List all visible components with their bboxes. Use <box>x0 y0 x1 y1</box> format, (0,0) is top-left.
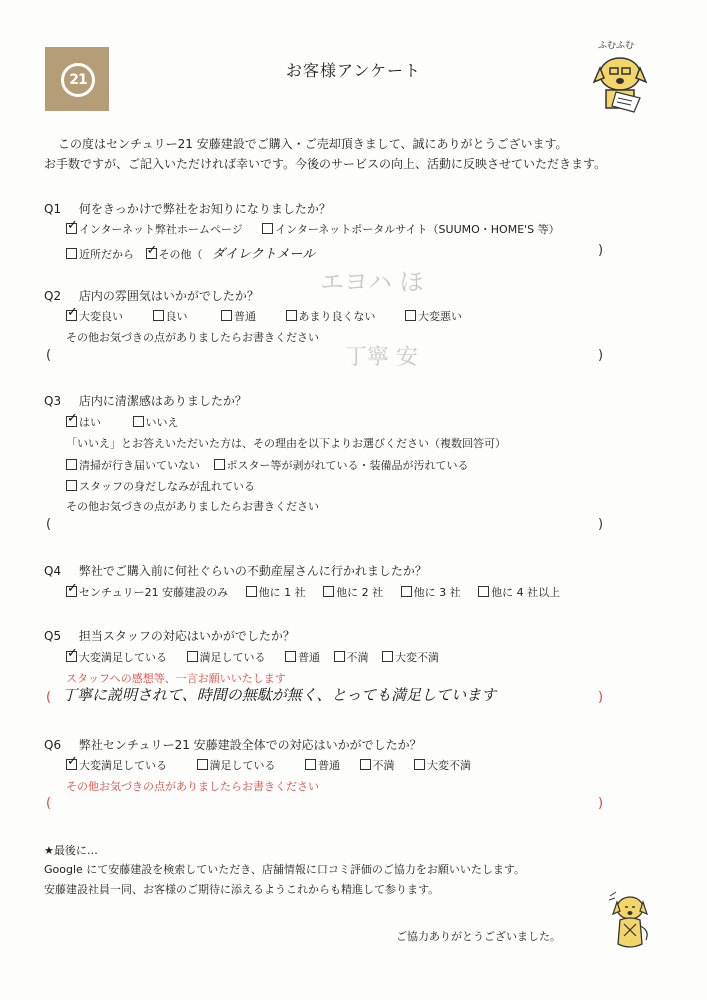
q3-reasons-row-1 <box>66 457 483 473</box>
q3-other-prompt: その他お気づきの点がありましたらお書きください <box>66 500 319 513</box>
checkbox[interactable] <box>221 310 232 321</box>
q4-option-only-us[interactable]: ✓ センチュリー21 安藤建設のみ <box>67 581 229 599</box>
q5-comment-prompt: スタッフへの感想等、一言お願いいたします <box>66 672 286 685</box>
q6-option-satisfied[interactable]: 満足している <box>197 757 276 773</box>
checkbox[interactable] <box>66 248 77 259</box>
checkmark-icon: ✓ <box>67 754 78 769</box>
checkmark-icon: ✓ <box>67 581 78 596</box>
checkbox[interactable] <box>323 586 334 597</box>
checkmark-icon: ✓ <box>146 243 158 258</box>
checkbox[interactable] <box>478 586 489 597</box>
q2-option-very-good[interactable]: ✓ 大変良い <box>67 305 123 323</box>
q1-option-website[interactable]: ✓ インターネット弊社ホームページ <box>67 218 243 236</box>
checkbox[interactable] <box>286 310 297 321</box>
checkbox[interactable] <box>66 581 78 597</box>
checkbox[interactable] <box>66 411 78 427</box>
q2-other-prompt: その他お気づきの点がありましたらお書きください <box>66 331 319 344</box>
checkbox[interactable] <box>246 586 257 597</box>
checkmark-icon: ✓ <box>67 305 78 320</box>
bleed-through-mark: 丁寧 安 <box>345 345 418 370</box>
checkbox[interactable] <box>285 651 296 662</box>
q2-close-paren: ) <box>598 348 604 363</box>
q1-question <box>44 200 331 217</box>
q6-number: Q6 <box>44 738 62 752</box>
mascot-reading-illustration <box>590 38 660 113</box>
q2-option-good[interactable]: 良い <box>153 308 188 324</box>
q1-option-other[interactable]: ✓ その他（ <box>146 243 203 261</box>
q6-option-dissatisfied[interactable]: 不満 <box>360 757 395 773</box>
q5-text: 担当スタッフの対応はいかがでしたか？ <box>78 629 295 643</box>
q4-option-2[interactable]: 他に 2 社 <box>323 584 383 600</box>
q3-number: Q3 <box>44 394 62 408</box>
q3-reason-posters[interactable]: ポスター等が剥がれている・装備品が汚れている <box>214 457 469 473</box>
q6-other-prompt: その他お気づきの点がありましたらお書きください <box>66 780 319 793</box>
q5-option-very-dissatisfied[interactable]: 大変不満 <box>382 649 439 665</box>
checkbox[interactable] <box>414 759 425 770</box>
logo-mark: 21 <box>61 63 95 97</box>
checkbox[interactable] <box>382 651 393 662</box>
closing-heading: ★最後に… <box>44 844 98 857</box>
checkbox[interactable] <box>66 646 78 662</box>
q4-option-1[interactable]: 他に 1 社 <box>246 584 306 600</box>
q2-options <box>66 305 476 324</box>
q4-number: Q4 <box>44 564 62 578</box>
q6-open-paren: ( <box>46 796 52 811</box>
q5-option-satisfied[interactable]: 満足している <box>187 649 266 665</box>
checkbox[interactable] <box>66 480 77 491</box>
checkmark-icon: ✓ <box>67 411 78 426</box>
q1-other-handwritten: ダイレクトメール <box>212 247 316 262</box>
q1-options-row-1 <box>66 218 574 237</box>
q5-options <box>66 646 453 665</box>
intro-line-2: お手数ですが、ご記入いただければ幸いです。今後のサービスの向上、活動に反映させていただきます。 <box>44 157 607 171</box>
intro-line-1: この度はセンチュリー21 安藤建設でご購入・ご売却頂きまして、誠にありがとうございます。 <box>58 137 568 151</box>
q6-question <box>44 736 422 753</box>
checkbox[interactable] <box>360 759 371 770</box>
checkbox[interactable] <box>146 243 158 259</box>
q2-option-not-good[interactable]: あまり良くない <box>286 308 376 324</box>
checkbox[interactable] <box>133 416 144 427</box>
q4-question <box>44 562 427 579</box>
bleed-through-mark: エヨハ ほ <box>320 268 424 296</box>
q3-reason-cleaning[interactable]: 清掃が行き届いていない <box>66 457 200 473</box>
checkbox[interactable] <box>66 754 78 770</box>
checkbox[interactable] <box>197 759 208 770</box>
checkbox[interactable] <box>214 459 225 470</box>
q5-close-paren: ) <box>598 690 604 705</box>
q3-question <box>44 392 247 409</box>
page-title: お客様アンケート <box>285 61 422 80</box>
q3-options <box>66 411 193 430</box>
q1-close-paren: ) <box>598 243 604 258</box>
q2-number: Q2 <box>44 289 62 303</box>
checkbox[interactable] <box>66 305 78 321</box>
q5-number: Q5 <box>44 629 62 643</box>
q1-number: Q1 <box>44 202 62 216</box>
checkmark-icon: ✓ <box>67 218 78 233</box>
q5-open-paren: ( <box>46 690 52 705</box>
checkbox[interactable] <box>305 759 316 770</box>
thanks-message: ご協力ありがとうございました。 <box>396 930 561 943</box>
checkbox[interactable] <box>66 218 78 234</box>
checkbox[interactable] <box>262 223 273 234</box>
q6-option-very-satisfied[interactable]: ✓ 大変満足している <box>67 754 167 772</box>
checkbox[interactable] <box>153 310 164 321</box>
q3-close-paren: ) <box>598 517 604 532</box>
checkbox[interactable] <box>334 651 345 662</box>
q1-options-row-2 <box>66 243 611 262</box>
closing-line-1: Google にて安藤建設を検索していただき、店舗情報に口コミ評価のご協力をお願いいたします。 <box>44 863 525 876</box>
q5-question <box>44 627 295 644</box>
q4-option-4-plus[interactable]: 他に 4 社以上 <box>478 584 560 600</box>
q6-option-very-dissatisfied[interactable]: 大変不満 <box>414 757 471 773</box>
checkbox[interactable] <box>401 586 412 597</box>
q2-question <box>44 287 259 304</box>
q2-option-normal[interactable]: 普通 <box>221 308 256 324</box>
q5-option-normal[interactable]: 普通 <box>285 649 320 665</box>
q5-handwritten-comment: 丁寧に説明されて、時間の無駄が無く、とっても満足しています <box>62 686 497 704</box>
q6-options <box>66 754 485 773</box>
q6-text: 弊社センチュリー21 安藤建設全体での対応はいかがでしたか？ <box>78 738 422 752</box>
q1-option-nearby[interactable]: 近所だから <box>66 246 134 262</box>
closing-line-2: 安藤建設社員一同、お客様のご期待に添えるようこれからも精進して参ります。 <box>44 883 440 896</box>
checkbox[interactable] <box>66 459 77 470</box>
checkbox[interactable] <box>187 651 198 662</box>
q6-close-paren: ) <box>598 796 604 811</box>
q3-option-no[interactable]: いいえ <box>133 414 179 430</box>
q3-text: 店内に清潔感はありましたか？ <box>78 394 247 408</box>
q2-text: 店内の雰囲気はいかがでしたか？ <box>78 289 259 303</box>
q1-option-portal[interactable]: インターネットポータルサイト（SUUMO・HOME'S 等） <box>262 221 559 237</box>
checkmark-icon: ✓ <box>67 646 78 661</box>
checkbox[interactable] <box>405 310 416 321</box>
q3-open-paren: ( <box>46 517 52 532</box>
q6-option-normal[interactable]: 普通 <box>305 757 340 773</box>
q4-option-3[interactable]: 他に 3 社 <box>401 584 461 600</box>
q5-option-dissatisfied[interactable]: 不満 <box>334 649 369 665</box>
q4-options <box>66 581 561 600</box>
q3-option-yes[interactable]: ✓ はい <box>67 411 101 429</box>
dog-bowing-icon <box>604 890 654 952</box>
q3-reason-staff[interactable]: スタッフの身だしなみが乱れている <box>66 478 255 494</box>
q5-option-very-satisfied[interactable]: ✓ 大変満足している <box>67 646 167 664</box>
q2-open-paren: ( <box>46 348 52 363</box>
q1-text: 何をきっかけで弊社をお知りになりましたか？ <box>78 202 331 216</box>
dog-mascot-icon <box>590 48 660 118</box>
q3-followup: 「いいえ」とお答えいただいた方は、その理由を以下よりお選びください（複数回答可） <box>66 437 506 450</box>
q2-option-very-bad[interactable]: 大変悪い <box>405 308 462 324</box>
q4-text: 弊社でご購入前に何社ぐらいの不動産屋さんに行かれましたか？ <box>78 564 427 578</box>
mascot-caption: ふむふむ <box>598 41 635 51</box>
